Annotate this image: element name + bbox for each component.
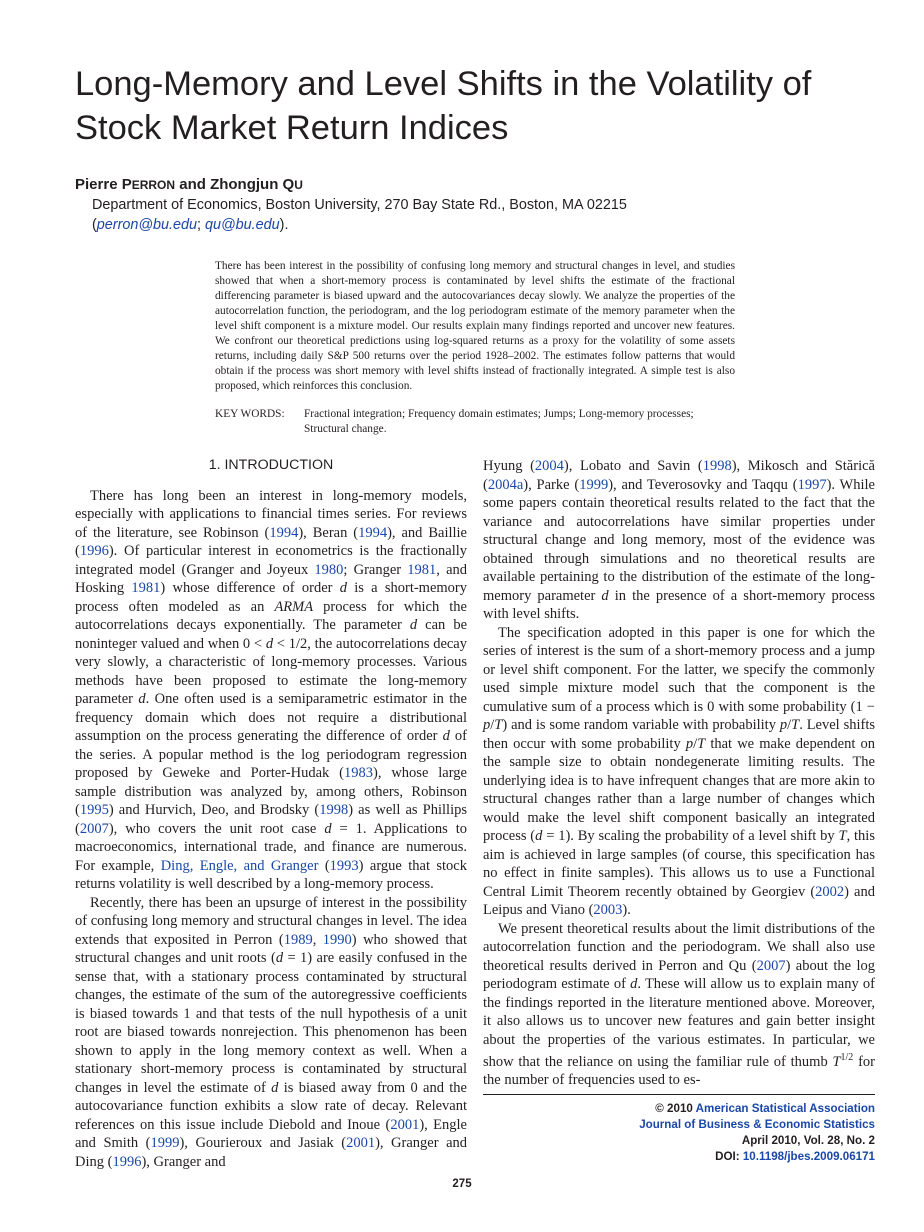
intro-paragraph-2: Recently, there has been an upsurge of interest in the possibility of confusing long memory and structural changes in level. The idea extends that exposited in Perron (1989, 1990) who showed that structural changes and unit roots (d = 1) are easily confused in the sense that, with a stationary process contaminated by structural changes, the estimate of the sum of the autoregressive coefficients is biased towards 1 and that tests of the null hypothesis of a unit root are biased towards nonrejection. This phenomenon has been shown to apply in the long memory context as well. When a stationary short-memory process is contaminated by structural changes in level the estimate of d is biased away from 0 and the autocovariance function exhibits a slow rate of decay. Relevant references on this issue include Diebold and Inoue (2001), Engle and Smith (1999), Gourieroux and Jasiak (2001), Granger and Ding (1996), Granger and [75,894,468,1170]
doi-link[interactable]: 10.1198/jbes.2009.06171 [742,1150,875,1163]
issue-info: April 2010, Vol. 28, No. 2 [741,1134,875,1147]
affiliation-line: Department of Economics, Boston University, 270 Bay State Rd., Boston, MA 02215 [92,197,627,213]
author-1-last-rest: ERRON [131,178,176,192]
email-link-qu[interactable]: qu@bu.edu [205,216,280,233]
intro-paragraph-4: We present theoretical results about the limit distributions of the autocorrelation function and the periodogram. We shall also use theoretical results derived in Perron and Qu (2007) about the log periodogram estimate of d. These will allow us to explain many of the findings reported in the literature mentioned above. Moreover, it also allows us to uncover new features and gain better insight about the properties of the various estimates. In particular, we show that the reliance on using the familiar rule of thumb $T^{1/2}$ for the number of frequencies used to es- [483,920,875,1089]
intro-paragraph-2-cont: Hyung (2004), Lobato and Savin (1998), Mikosch and Stărică (2004a), Parke (1999), and Teverosovky and Taqqu (1997). While some papers contain theoretical results related to the fact that the variance and autocorrelations have similar properties under structural change and long memory, most of the evidence was obtained through simulations and no theoretical results are available pertaining to the distribution of the estimate of the long-memory parameter d in the presence of a short-memory process with level shifts. [483,458,876,622]
copyright-line: © 2010 American Statistical Association [655,1102,875,1115]
citation-link[interactable]: 1993 [329,857,359,874]
section-heading: 1. INTRODUCTION [208,457,334,473]
citation-link[interactable]: 1999 [579,476,609,493]
citation-link[interactable]: 1994 [358,524,388,541]
citation-link[interactable]: 2004a [487,476,524,493]
citation-link[interactable]: 1981 [407,561,437,578]
author-1-first: Pierre [75,176,122,193]
citation-link[interactable]: 1999 [150,1135,180,1151]
citation-link[interactable]: 1997 [797,476,827,493]
intro-paragraph-3: The specification adopted in this paper is one for which the series of interest is the sum of a short-memory process and a jump or level shift component. For the latter, we specify the commonly used simple mixture model such that the component is the cumulative sum of a process which is 0 with some probability (1 − p/T) and is some random variable with probability p/T. Level shifts then occur with some probability p/T that we make dependent on the sample size to obtain nondegenerate limiting results. The underlying idea is to have infrequent changes that are more akin to structural changes rather than a large number of changes which would make the level shift component basically an integrated process (d = 1). By scaling the probability of a level shift by T, this aim is achieved in large samples (of course, this specification has no effect in finite samples). This allows us to use a Functional Central Limit Theorem recently obtained by Georgiev (2002) and Leipus and Viano (2003). [483,624,875,918]
footer-rule [483,1094,875,1095]
citation-link[interactable]: 1998 [319,802,349,818]
journal-footer [483,1101,875,1165]
citation-link[interactable]: 1996 [79,543,109,559]
keywords-label: KEY WORDS: [215,408,285,420]
page-number: 275 [452,1178,472,1190]
abstract: There has been interest in the possibility of confusing long memory and structural changes in level, and studies showed that when a short-memory process is contaminated by level shifts the estimate of the fractional differencing parameter is biased upward and the autocovariances decay slowly. We analyze the properties of the autocorrelation function, the periodogram, and the log periodogram estimate of the memory parameter when the level shift component is a mixture model. Our results explain many findings reported and uncover new features. We confront our theoretical predictions using log-squared returns as a proxy for the volatility of some assets returns, including daily S&P 500 returns over the period 1928–2002. The estimates follow patterns that would obtain if the process was short memory with level shifts instead of fractionally integrated. A simple test is also proposed, which reinforces this conclusion. [215,260,735,392]
journal-name[interactable]: Journal of Business & Economic Statistics [639,1118,875,1131]
right-column [483,457,875,1090]
author-1-last-cap: P [121,176,132,193]
author-2-last-rest: U [294,178,303,192]
intro-paragraph-1: There has long been an interest in long-memory models, especially with applications to financial times series. For reviews of the literature, see Robinson (1994), Beran (1994), and Baillie (1996). Of particular interest in econometrics is the fractionally integrated model (Granger and Joyeux 1980; Granger 1981, and Hosking 1981) whose difference of order d is a short-memory process often modeled as an ARMA process for which the autocorrelations decays exponentially. The parameter d can be noninteger valued and when 0 < d < 1/2, the autocorrelations decay very slowly, a characteristic of long-memory processes. Various methods have been proposed to estimate the long-memory parameter d. One often used is a semiparametric estimator in the frequency domain which does not require a distributional assumption on the process generating the difference of order d of the series. A popular method is the log periodogram regression proposed by Geweke and Porter-Hudak (1983), whose large sample distribution was analyzed by, among others, Robinson (1995) and Hurvich, Deo, and Brodsky (1998) as well as Phillips (2007), who covers the unit root case d = 1. Applications to macroeconomics, international trade, and finance are numerous. For example, Ding, Engle, and Granger (1993) argue that stock returns volatility is well described by a long-memory process. [75,487,468,892]
citation-link[interactable]: 2001 [390,1116,420,1133]
paper-title: Long-Memory and Level Shifts in the Volatility of Stock Market Return Indices [75,65,812,147]
keywords-text: Fractional integration; Frequency domain estimates; Jumps; Long-memory processes; Structural change. [304,408,694,435]
citation-link[interactable]: 1994 [269,524,299,541]
citation-link[interactable]: 1990 [322,931,352,948]
author-line [75,176,303,194]
citation-link[interactable]: 2002 [815,883,845,900]
citation-link[interactable]: 1995 [79,802,109,818]
citation-link[interactable]: 1989 [283,931,313,948]
citation-link[interactable]: 1980 [314,561,344,578]
affiliation [92,196,792,235]
citation-link[interactable]: 2001 [346,1135,376,1151]
author-2-last-cap: Q [282,176,295,193]
citation-link[interactable]: 1983 [343,765,373,781]
citation-link[interactable]: 1998 [702,458,732,474]
citation-link[interactable]: 2007 [79,820,109,837]
association-link[interactable]: American Statistical Association [695,1102,875,1115]
citation-link[interactable]: Ding, Engle, and Granger [160,857,319,874]
citation-link[interactable]: 1981 [131,580,161,596]
email-line: (perron@bu.edu; qu@bu.edu). [92,216,289,233]
citation-link[interactable]: 2007 [756,957,786,974]
author-connector: and Zhongjun [175,176,283,193]
email-link-perron[interactable]: perron@bu.edu [96,216,198,233]
doi-line: DOI: 10.1198/jbes.2009.06171 [715,1150,875,1163]
citation-link[interactable]: 2004 [534,458,564,474]
left-column [75,452,467,1171]
citation-link[interactable]: 2003 [593,902,623,918]
citation-link[interactable]: 1996 [112,1153,142,1170]
